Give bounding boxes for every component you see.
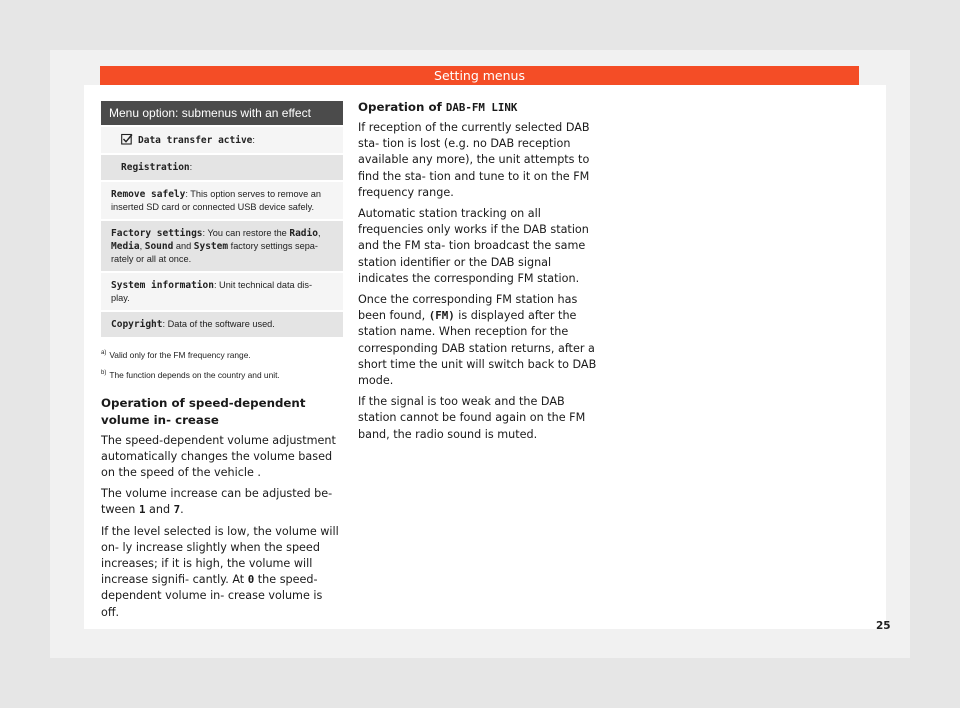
page-header: Setting menus (100, 66, 859, 85)
option-code: Factory settings (111, 228, 203, 239)
table-row (101, 219, 343, 271)
paragraph (101, 524, 343, 621)
table-row (101, 271, 343, 310)
paragraph (101, 486, 343, 518)
option-code: Radio (289, 228, 318, 239)
option-code: Remove safely (111, 189, 186, 200)
paragraph: The speed-dependent volume adjustment automatically changes the volume based on the speed of the vehicle . (101, 433, 336, 479)
text-run: Operation of (358, 100, 446, 114)
footnote (101, 367, 343, 381)
paragraph (358, 292, 603, 389)
table-row (101, 125, 343, 153)
table-row (101, 310, 343, 337)
option-text: and (173, 241, 194, 251)
option-text: : (189, 162, 193, 172)
paragraph: Automatic station tracking on all frequencies only works if the DAB station and the FM sta- tion broadcast the same station identifier or the DAB signal indicates the corresponding FM station. (358, 207, 589, 285)
section-heading (358, 99, 603, 116)
section-heading: Operation of speed-dependent volume in- crease (101, 395, 306, 427)
text-run: is displayed after the station name. When reception for the corresponding DAB station returns, after a short time the unit will switch back to DAB mode. (358, 309, 597, 388)
value-code: 1 (138, 503, 146, 517)
option-text: : This option serves to remove an inserted SD card or connected USB device safely. (111, 189, 322, 212)
option-text: , (139, 241, 145, 251)
paragraph: If the signal is too weak and the DAB station cannot be found again on the FM band, the radio sound is muted. (358, 395, 586, 441)
table-row (101, 153, 343, 180)
option-text: factory settings sepa- rately or all at once. (111, 241, 318, 264)
option-text: : (252, 135, 255, 145)
footnote-text: The function depends on the country and unit. (109, 369, 280, 380)
left-column (101, 101, 343, 626)
option-code: Copyright (111, 319, 163, 330)
text-run: If the level selected is low, the volume will on- ly increase slightly when the speed increases; if it is high, the volume will increase signifi- cantly. At (101, 524, 339, 587)
text-run: The volume increase can be adjusted be- tween (101, 487, 333, 517)
text-run: Once the corresponding FM station has been found, (358, 293, 578, 323)
option-code: System (193, 241, 229, 252)
paragraph: If reception of the currently selected DAB sta- tion is lost (e.g. no DAB reception available any more), the unit attempts to find the sta- tion and tune to it on the FM frequency range. (358, 121, 590, 199)
option-code: System information (111, 280, 214, 291)
option-text: : You can restore the (202, 228, 290, 238)
table-title: Menu option: submenus with an effect (101, 101, 343, 125)
text-run: . (180, 503, 184, 517)
option-code: Registration (121, 162, 190, 173)
menu-table (101, 101, 343, 337)
option-text: : Data of the software used. (162, 319, 275, 329)
option-text: : Unit technical data dis- play. (111, 280, 313, 303)
table-row (101, 180, 343, 219)
right-column (358, 99, 603, 448)
heading-code: DAB-FM LINK (445, 101, 518, 114)
value-code: 0 (247, 573, 255, 587)
footnote-mark: a) (101, 350, 107, 356)
option-code: Media (111, 241, 140, 252)
text-run: and (145, 503, 174, 517)
text-run: the speed-dependent volume in- crease volume is off. (101, 573, 323, 619)
option-code: Sound (144, 241, 174, 252)
footnote (101, 347, 343, 361)
footnote-mark: b) (101, 369, 107, 376)
option-text: , (317, 228, 321, 238)
value-code: 7 (173, 503, 181, 517)
page-number: 25 (876, 620, 891, 632)
option-code: Data transfer active (138, 135, 253, 146)
footnote-text: Valid only for the FM frequency range. (109, 349, 251, 360)
checkbox-icon (121, 133, 133, 145)
display-code: (FM) (428, 309, 455, 323)
